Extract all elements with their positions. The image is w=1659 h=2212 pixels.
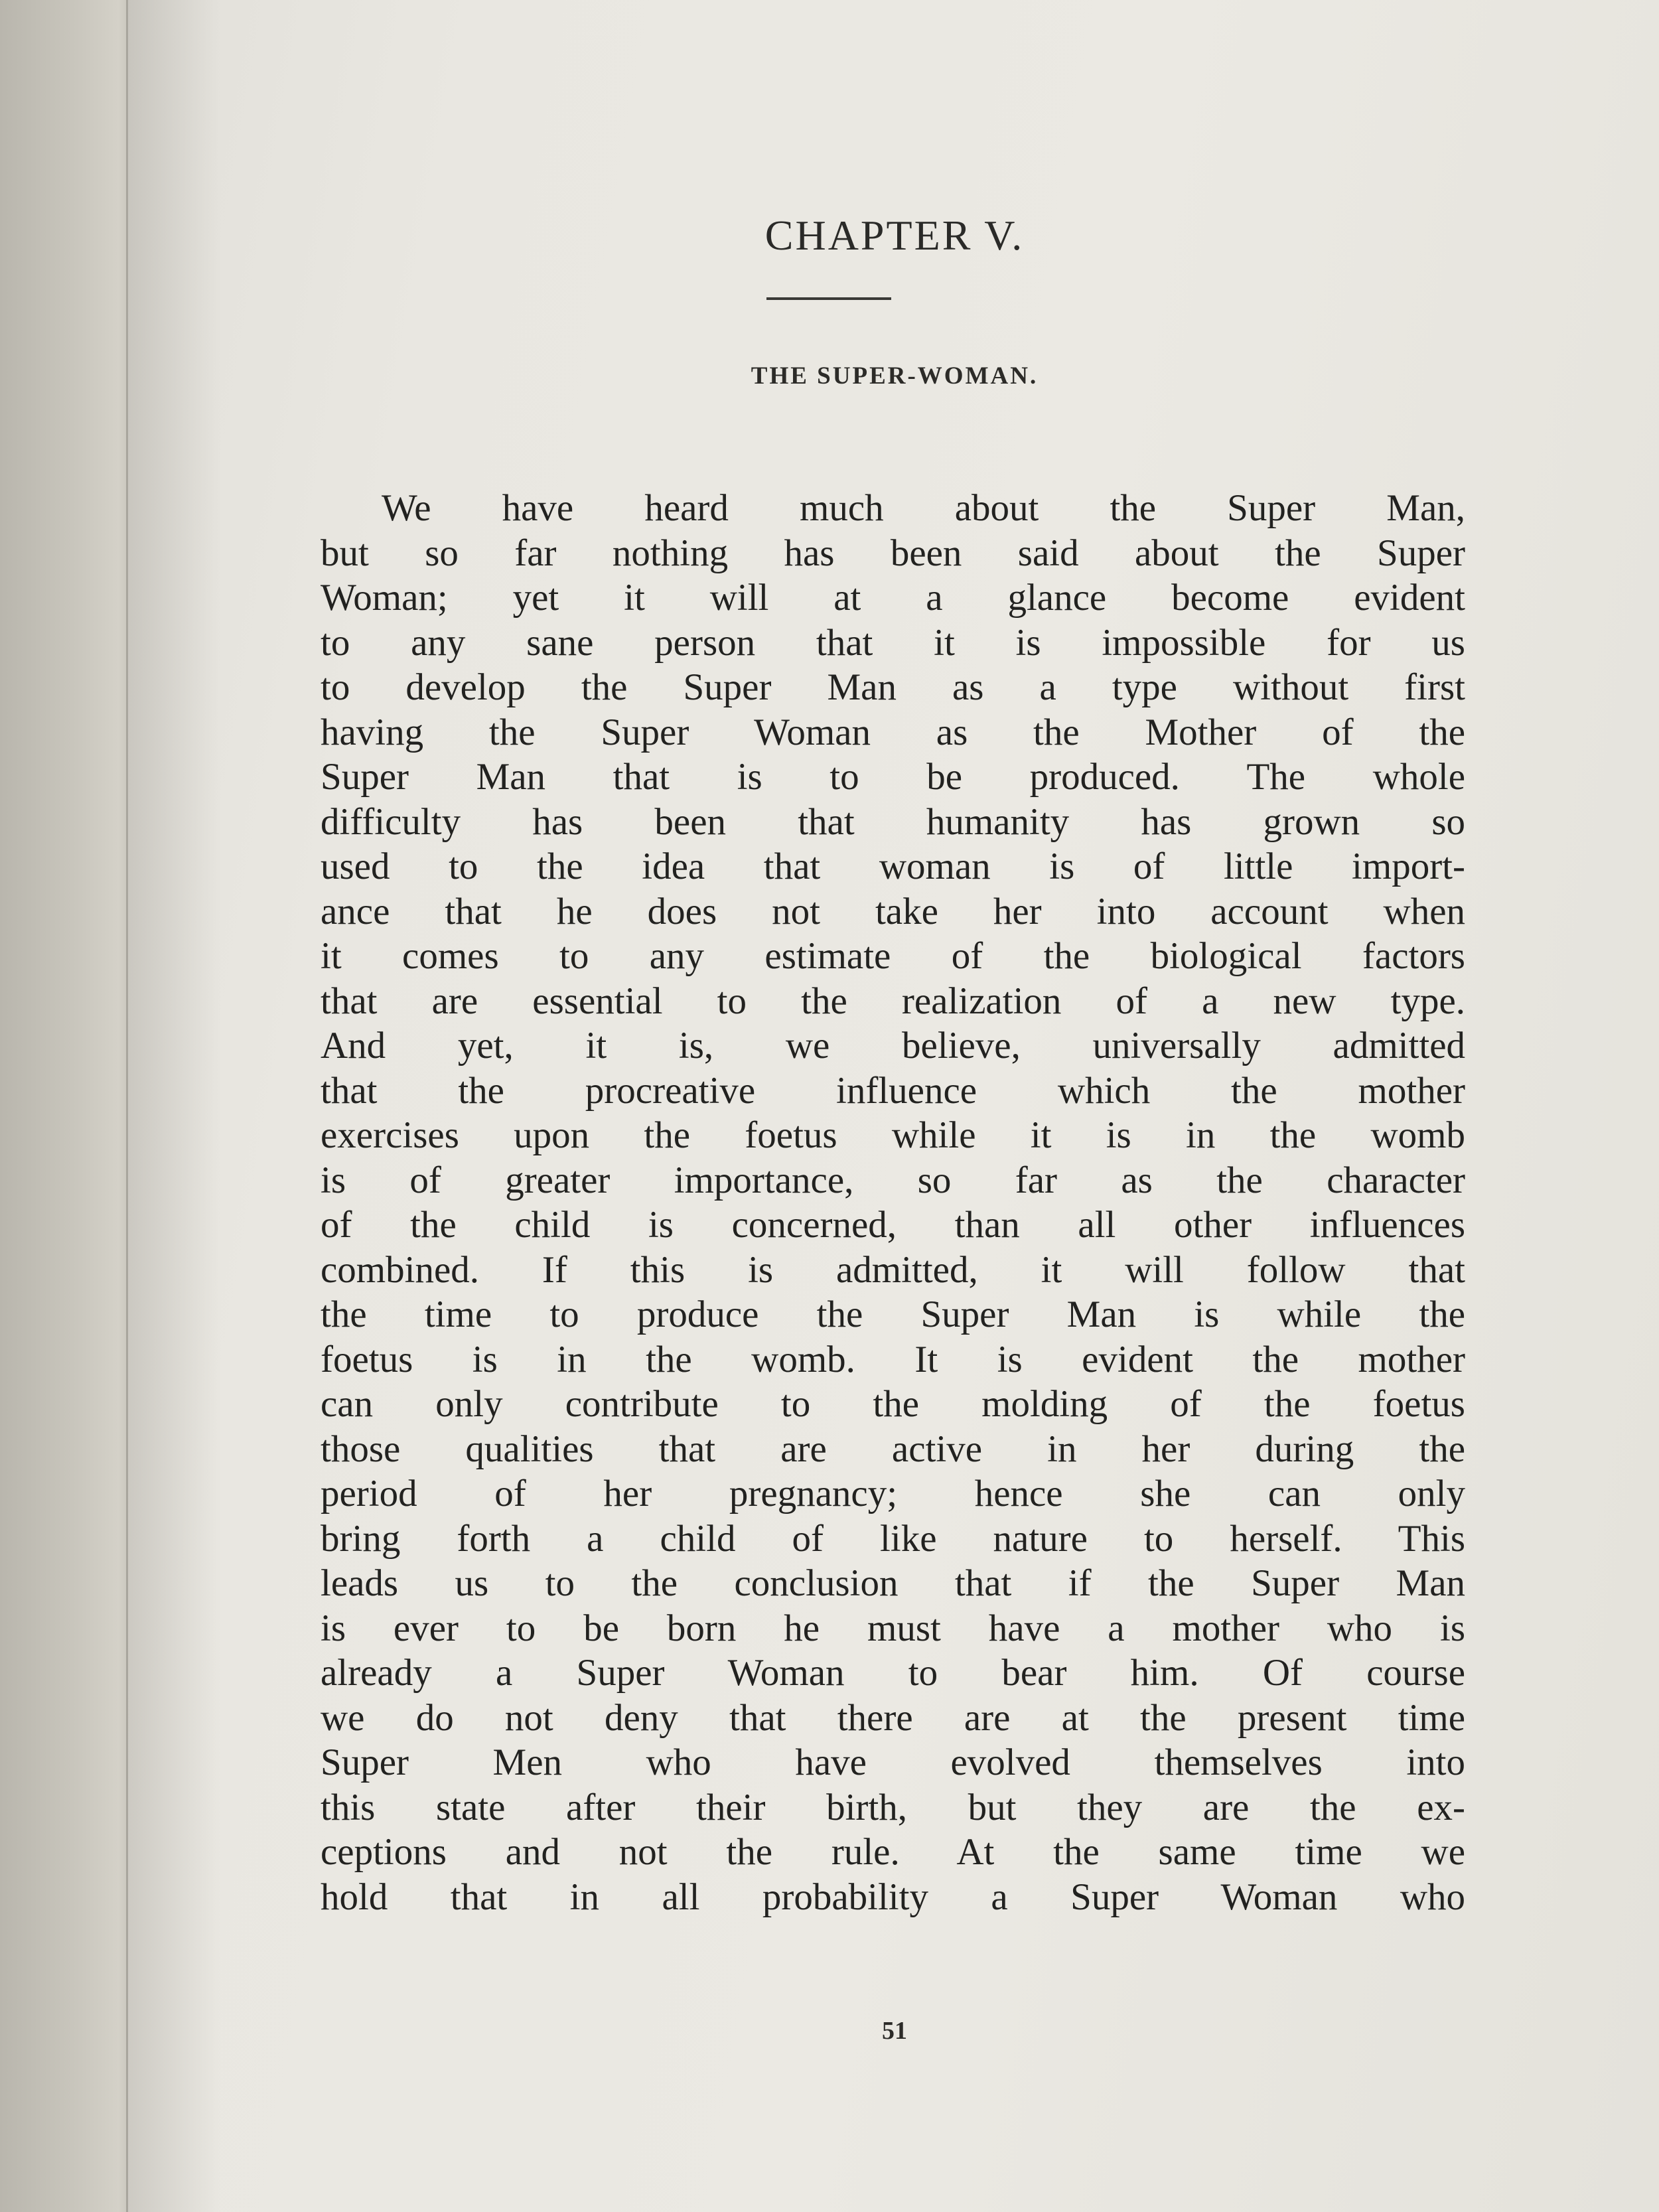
text-line: used to the idea that woman is of little import- [321, 846, 1465, 887]
text-line: Super Man that is to be produced. The whole [321, 756, 1465, 798]
text-line: ance that he does not take her into account when [321, 890, 1465, 932]
text-line: those qualities that are active in her during the [321, 1428, 1465, 1470]
page-shadow [128, 0, 221, 2212]
text-line: ceptions and not the rule. At the same time we [321, 1831, 1465, 1873]
text-line: Super Men who have evolved themselves into [321, 1741, 1465, 1783]
text-line: We have heard much about the Super Man, [382, 487, 1465, 529]
chapter-paragraph [321, 486, 1465, 1919]
text-line: difficulty has been that humanity has grown so [321, 800, 1465, 843]
text-line: already a Super Woman to bear him. Of course [321, 1652, 1465, 1694]
text-line: Woman; yet it will at a glance become evident [321, 577, 1465, 619]
text-line: it comes to any estimate of the biological factors [321, 935, 1465, 977]
chapter-title: CHAPTER V. [764, 212, 1025, 259]
text-line: And yet, it is, we believe, universally admitted [321, 1025, 1465, 1067]
text-line: we do not deny that there are at the present time [321, 1696, 1465, 1739]
text-line: combined. If this is admitted, it will follow that [321, 1248, 1465, 1291]
text-line: that the procreative influence which the mother [321, 1069, 1465, 1112]
text-line: period of her pregnancy; hence she can only [321, 1473, 1465, 1514]
text-line: bring forth a child of like nature to herself. This [321, 1517, 1465, 1560]
text-line: is of greater importance, so far as the character [321, 1159, 1465, 1201]
text-line: this state after their birth, but they are the ex- [321, 1786, 1465, 1828]
text-line: having the Super Woman as the Mother of the [321, 711, 1465, 753]
text-line: of the child is concerned, than all other influences [321, 1204, 1465, 1246]
text-line: can only contribute to the molding of the foetus [321, 1383, 1465, 1425]
text-line: to develop the Super Man as a type without first [321, 666, 1465, 708]
text-line: the time to produce the Super Man is while the [321, 1293, 1465, 1335]
text-line: is ever to be born he must have a mother who is [321, 1607, 1465, 1649]
text-line: exercises upon the foetus while it is in the womb [321, 1114, 1465, 1156]
text-line: to any sane person that it is impossible for us [321, 621, 1465, 664]
page-number: 51 [882, 2017, 907, 2045]
text-line: leads us to the conclusion that if the Super Man [321, 1562, 1465, 1604]
text-line: hold that in all probability a Super Woman who [321, 1876, 1465, 1918]
chapter-subtitle: THE SUPER-WOMAN. [751, 362, 1039, 390]
text-line: but so far nothing has been said about the Super [321, 532, 1465, 574]
book-gutter [0, 0, 139, 2212]
book-page [126, 0, 1659, 2212]
text-line: foetus is in the womb. It is evident the mother [321, 1338, 1465, 1380]
text-line: that are essential to the realization of a new type. [321, 980, 1465, 1022]
chapter-divider [766, 297, 891, 300]
